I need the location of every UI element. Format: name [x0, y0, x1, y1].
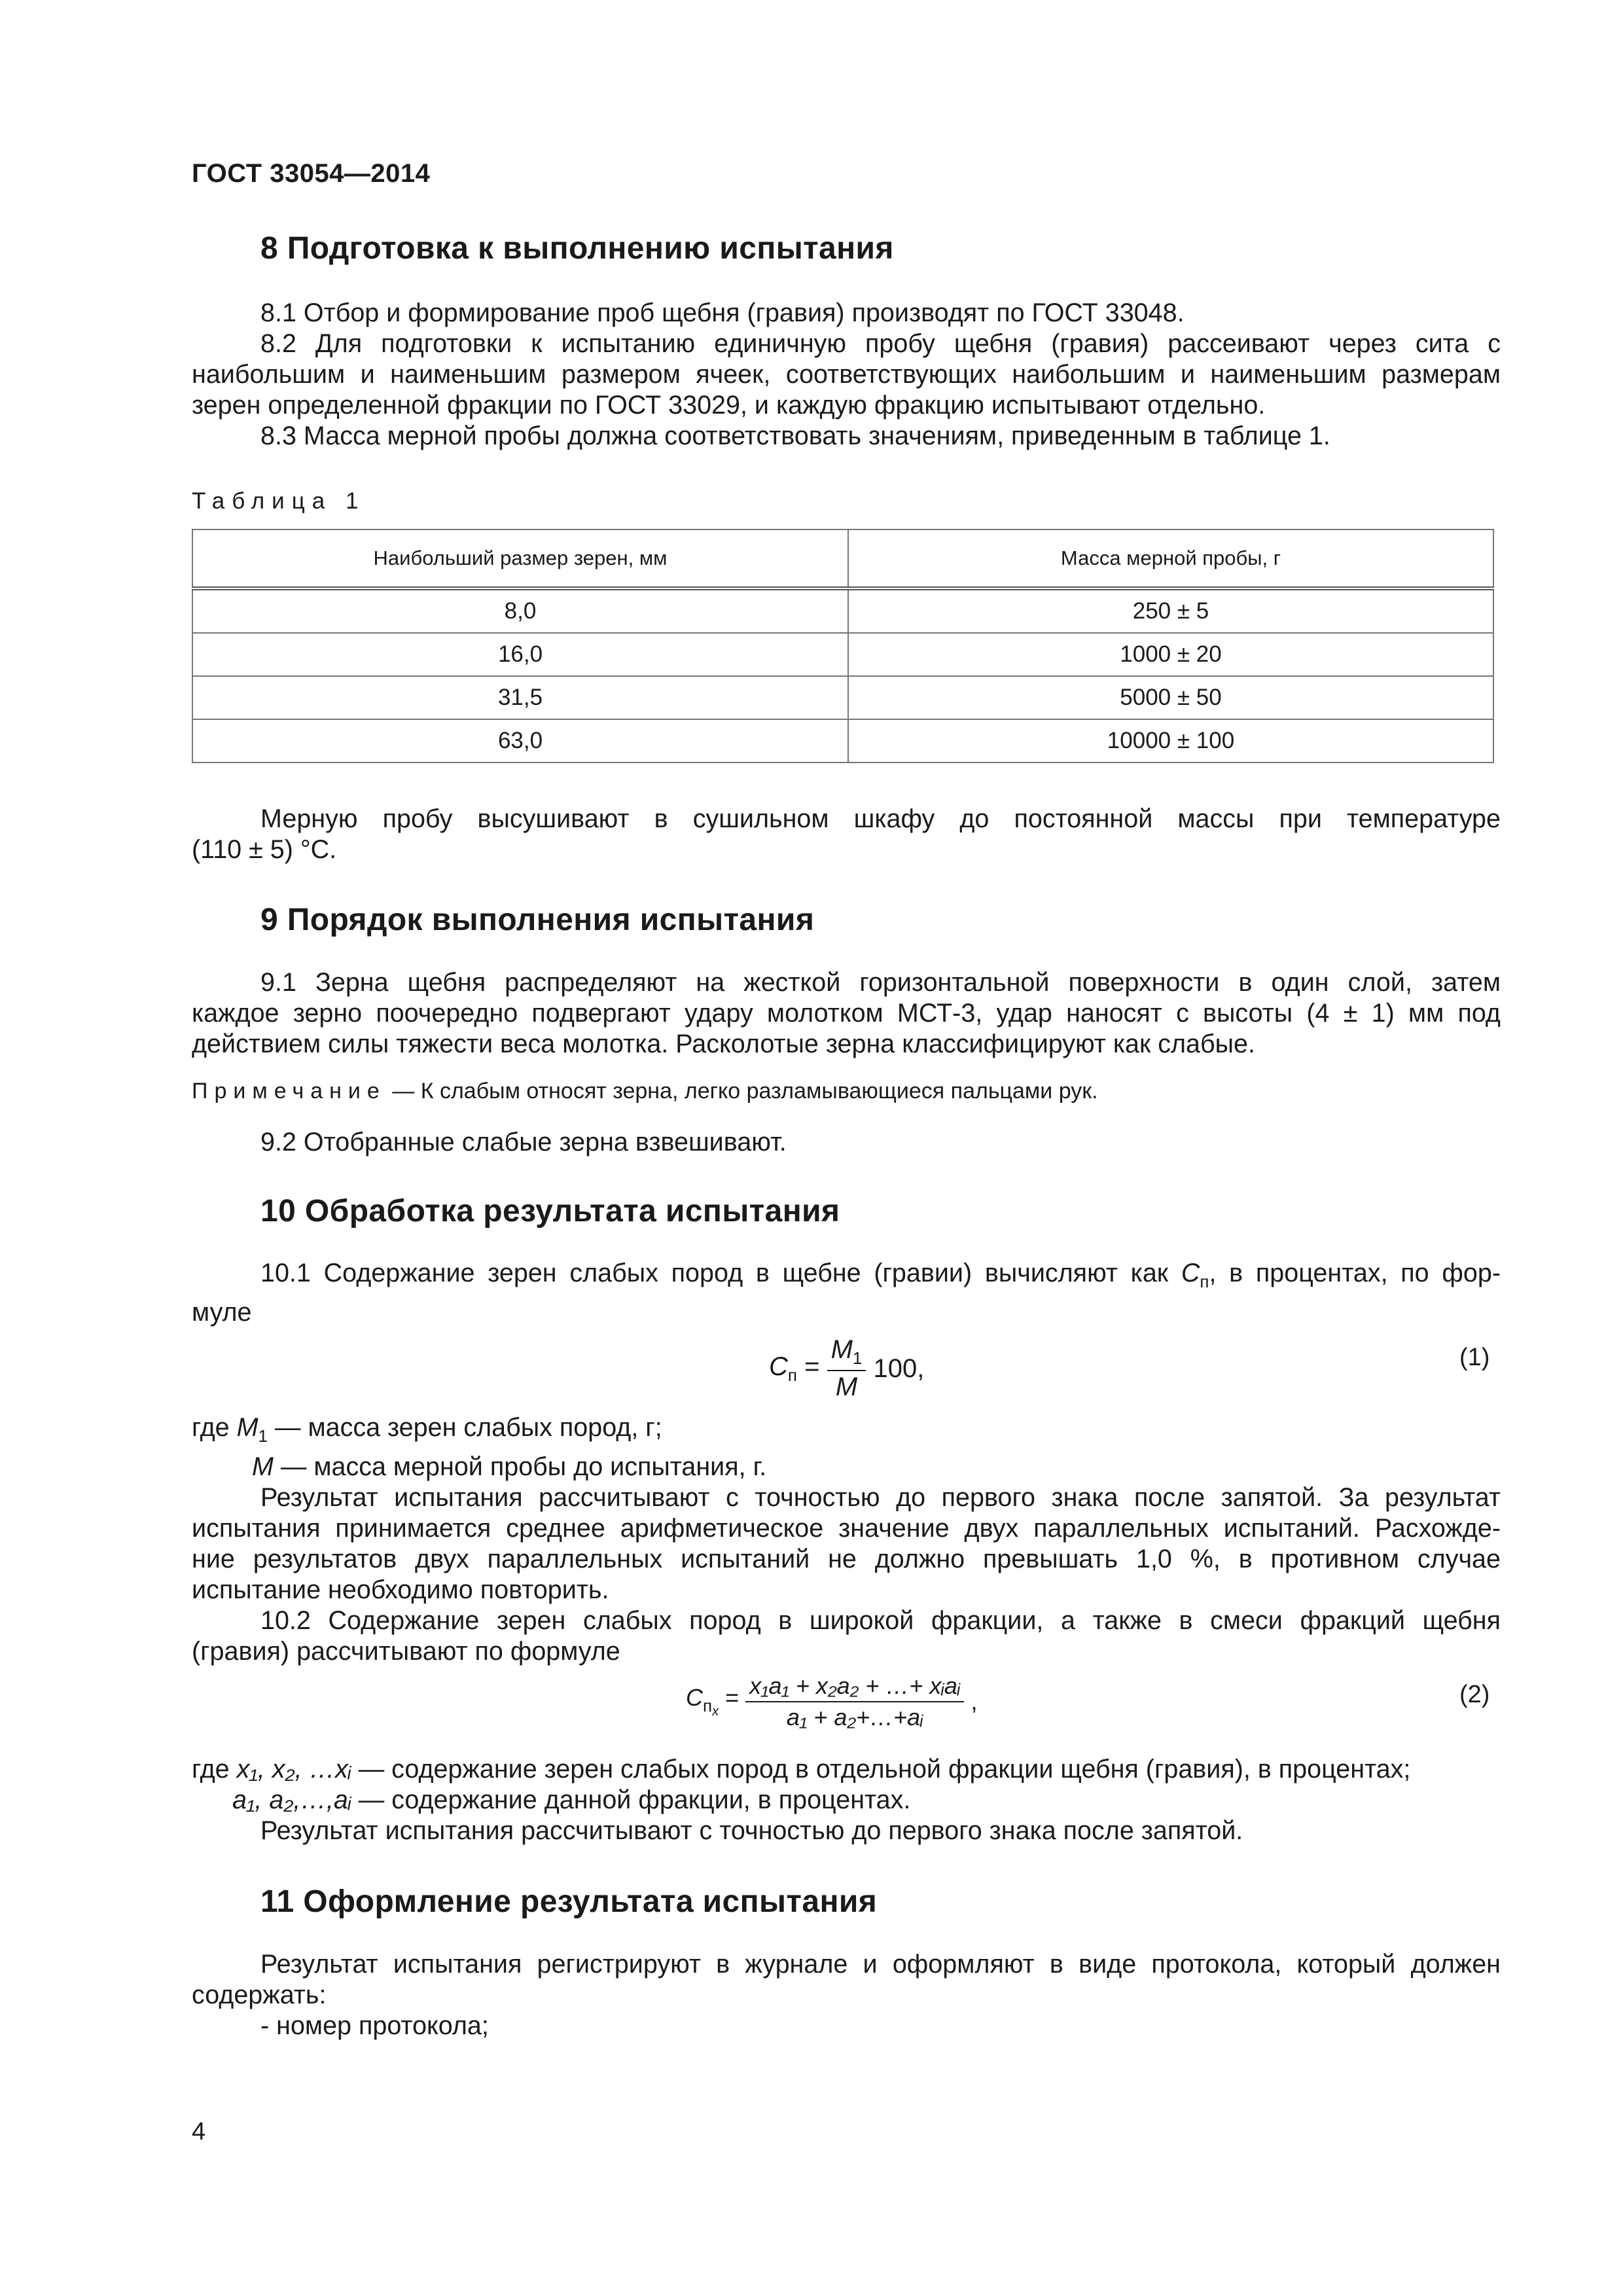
- drying-line-2: (110 ± 5) °C.: [192, 835, 337, 864]
- paragraph-10-1-line-1: [192, 1258, 1501, 1297]
- fraction-denominator: a₁ + a₂+…+aᵢ: [786, 1704, 923, 1731]
- fraction: [827, 1335, 866, 1402]
- text-run: — масса зерен слабых пород, г;: [268, 1413, 662, 1442]
- section-9-body: [192, 967, 1501, 1060]
- table-header-row: [192, 529, 1493, 588]
- table-cell: 5000 ± 50: [848, 676, 1493, 719]
- formula-1-legend: [192, 1412, 1501, 1667]
- paragraph-9-1-line-1: 9.1 Зерна щебня распределяют на жесткой горизонтальной поверхности в один слой, затем: [260, 968, 1501, 997]
- formula-variable: C: [769, 1352, 788, 1381]
- subscript: п: [703, 1695, 713, 1715]
- subscript: 1: [852, 1348, 863, 1368]
- text-run: где: [192, 1755, 237, 1784]
- table-caption: Таблица 1: [192, 488, 366, 514]
- formula-2-legend: [192, 1754, 1501, 1846]
- table-row: [192, 676, 1493, 719]
- subscript: п: [1200, 1271, 1209, 1291]
- subscript: п: [787, 1365, 797, 1385]
- table-cell: 8,0: [192, 588, 848, 633]
- result-line-3: ние результатов двух параллельных испытаний не должно превышать 1,0 %, в противном случае: [192, 1544, 1501, 1573]
- paragraph-9-1-line-3: действием силы тяжести веса молотка. Расколотые зерна классифицируют как слабые.: [192, 1030, 1255, 1058]
- fraction-numerator: x₁a₁ + x₂a₂ + …+ xᵢaᵢ: [745, 1672, 964, 1702]
- table-row: [192, 719, 1493, 762]
- result-line-4: испытание необходимо повторить.: [192, 1575, 609, 1604]
- table-cell: 16,0: [192, 633, 848, 676]
- table-cell: 1000 ± 20: [848, 633, 1493, 676]
- text-run: — масса мерной пробы до испытания, г.: [273, 1452, 767, 1481]
- standard-id: ГОСТ 33054—2014: [192, 159, 431, 188]
- formula-tail: ,: [971, 1688, 978, 1715]
- legend-line-4: [192, 1785, 1501, 1816]
- note-text: — К слабым относят зерна, легко разламывающиеся пальцами рук.: [385, 1079, 1098, 1103]
- equation-number-1: (1): [1459, 1344, 1490, 1371]
- paragraph-8-3: 8.3 Масса мерной пробы должна соответствовать значениям, приведенным в таблице 1.: [260, 422, 1330, 450]
- list-item: - номер протокола;: [260, 2011, 489, 2040]
- text-run: — содержание зерен слабых пород в отдельной фракции щебня (гравия), в процентах;: [351, 1755, 1411, 1784]
- formula-variable: C: [686, 1684, 703, 1712]
- formula-2: [686, 1672, 977, 1731]
- mass-table: [192, 529, 1494, 763]
- text-run: 10.1 Содержание зерен слабых пород в щебне (гравии) вычисляют как: [260, 1259, 1181, 1287]
- section-8-heading: 8 Подготовка к выполнению испытания: [260, 231, 894, 266]
- subscript: x: [712, 1704, 719, 1719]
- subscript: 1: [258, 1426, 268, 1446]
- section-11-body: [192, 1949, 1501, 2041]
- table-cell: 63,0: [192, 719, 848, 762]
- table-cell: 250 ± 5: [848, 588, 1493, 633]
- paragraph-10-1: [192, 1258, 1501, 1328]
- legend-variable: M: [252, 1452, 274, 1481]
- table-header-cell: Масса мерной пробы, г: [848, 529, 1493, 588]
- text-run: — содержание данной фракции, в процентах.: [351, 1785, 911, 1814]
- table-row: [192, 633, 1493, 676]
- section-11-heading: 11 Оформление результата испытания: [260, 1884, 878, 1919]
- table-header-cell: Наибольший размер зерен, мм: [192, 529, 848, 588]
- page-number: 4: [192, 2118, 206, 2145]
- paragraph-9-2-wrap: [192, 1127, 1501, 1158]
- legend-variable: x₁, x₂, …xᵢ: [236, 1755, 351, 1784]
- legend-line-3: [192, 1754, 1501, 1785]
- text-run: где: [192, 1413, 237, 1442]
- legend-variable: M: [236, 1413, 259, 1442]
- table-cell: 10000 ± 100: [848, 719, 1493, 762]
- paragraph-11-line-2: содержать:: [192, 1981, 327, 2009]
- fraction-numerator: [827, 1335, 866, 1371]
- table-cell: 31,5: [192, 676, 848, 719]
- table-row: [192, 588, 1493, 633]
- formula-1: [769, 1335, 924, 1402]
- formula-tail: 100,: [873, 1354, 925, 1383]
- drying-line-1: Мерную пробу высушивают в сушильном шкафу до постоянной массы при температуре: [260, 804, 1501, 833]
- result-line-2: испытания принимается среднее арифметическое значение двух параллельных испытаний. Расхожде-: [192, 1513, 1501, 1543]
- result-line-1: Результат испытания рассчитывают с точностью до первого знака после запятой. За результат: [260, 1482, 1501, 1512]
- paragraph-11-line-1: Результат испытания регистрируют в журнале и оформляют в виде протокола, который должен: [260, 1950, 1501, 1979]
- paragraph-8-1: 8.1 Отбор и формирование проб щебня (гравия) производят по ГОСТ 33048.: [260, 298, 1185, 327]
- paragraph-8-2-line-1: 8.2 Для подготовки к испытанию единичную пробу щебня (гравия) рассеивают через сита с: [260, 329, 1501, 358]
- formula-variable: M: [830, 1335, 853, 1364]
- legend-variable: a₁, a₂,…,aᵢ: [232, 1785, 351, 1814]
- result-precision-line: Результат испытания рассчитывают с точностью до первого знака после запятой.: [260, 1816, 1243, 1845]
- section-9-heading: 9 Порядок выполнения испытания: [260, 903, 815, 937]
- equals-sign: =: [796, 1352, 820, 1381]
- text-run: , в процентах, по фор-: [1209, 1259, 1501, 1287]
- paragraph-8-2-line-2: наибольшим и наименьшим размером ячеек, соответствующих наибольшим и наименьшим размерам: [192, 360, 1501, 389]
- paragraph-9-1-line-2: каждое зерно поочередно подвергают удару молотком МСТ-3, удар наносят с высоты (4 ± 1) мм под: [192, 999, 1501, 1028]
- paragraph-8-2-line-3: зерен определенной фракции по ГОСТ 33029, и каждую фракцию испытывают отдельно.: [192, 391, 1266, 420]
- variable-c: C: [1181, 1259, 1200, 1287]
- legend-line-1: [192, 1412, 1501, 1452]
- section-8-body: [192, 298, 1501, 452]
- paragraph-10-2-line-2: (гравия) рассчитывают по формуле: [192, 1636, 620, 1666]
- note: [192, 1079, 1098, 1104]
- note-label: Примечание: [192, 1079, 386, 1103]
- fraction: [745, 1672, 964, 1731]
- drying-paragraph: [192, 804, 1501, 865]
- fraction-denominator: [827, 1371, 866, 1402]
- paragraph-10-2-line-1: 10.2 Содержание зерен слабых пород в широкой фракции, а также в смеси фракций щебня: [260, 1605, 1501, 1635]
- equals-sign: =: [719, 1684, 740, 1712]
- formula-variable: M: [835, 1372, 858, 1401]
- paragraph-9-2: 9.2 Отобранные слабые зерна взвешивают.: [260, 1128, 787, 1157]
- equation-number-2: (2): [1459, 1681, 1490, 1708]
- paragraph-10-1-line-2: муле: [192, 1297, 252, 1327]
- section-10-heading: 10 Обработка результата испытания: [260, 1194, 840, 1229]
- legend-line-2: [192, 1452, 1501, 1482]
